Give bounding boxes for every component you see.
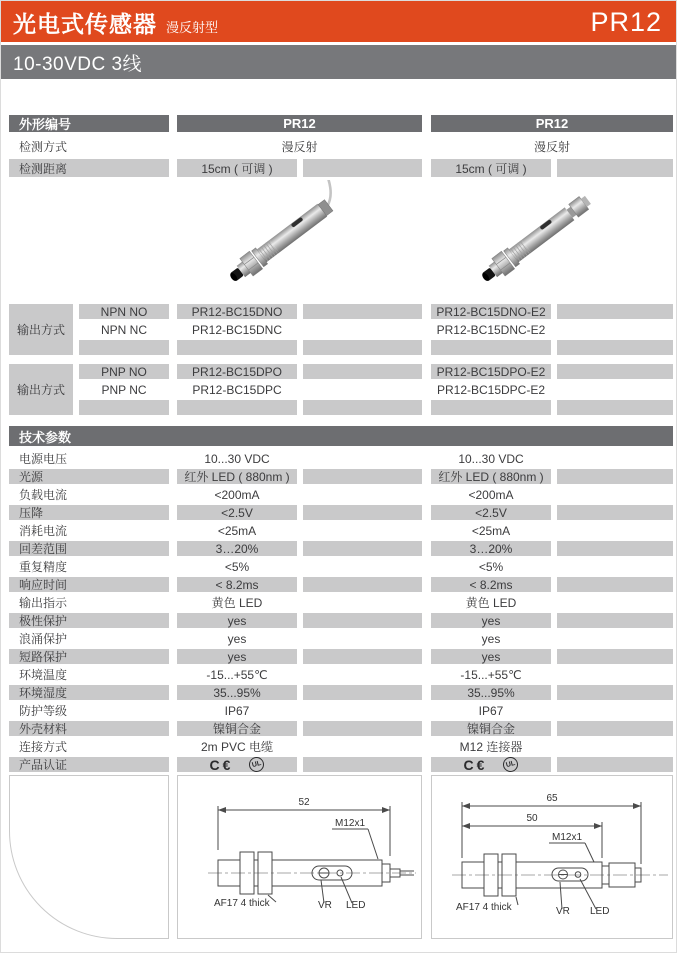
model-number-cell: PR12-BC15DPO (177, 364, 297, 379)
spec-row (9, 469, 676, 484)
spec-value-right: 10...30 VDC (458, 451, 524, 466)
photo-holder-connector (431, 180, 673, 298)
spec-label: 环境湿度 (9, 685, 169, 700)
output-logic-label: NPN NO (79, 304, 169, 319)
spec-value-right: <5% (478, 559, 504, 574)
spec-value-right: M12 连接器 (459, 740, 523, 754)
output-logic-label (79, 400, 169, 415)
top-spec-rows (9, 139, 676, 177)
spec-value-right: 35...95% (431, 685, 551, 700)
drawing-boxes (9, 775, 676, 939)
ul-mark: UL (249, 757, 264, 772)
shape-header-label: 外形编号 (9, 115, 169, 132)
output-rows (79, 364, 673, 415)
spec-value-right: -15...+55℃ (460, 667, 522, 682)
spec-label: 环境温度 (19, 668, 68, 682)
model-number-cell: PR12-BC15DNC (191, 322, 283, 337)
model-number-cell (431, 400, 551, 415)
model-column-header-2: PR12 (431, 115, 673, 132)
spec-value-right: <25mA (471, 523, 511, 538)
output-section (9, 304, 676, 415)
spec-filler (303, 364, 422, 379)
output-logic-label (79, 340, 169, 355)
spec-row (9, 649, 676, 664)
model-number-cell: PR12-BC15DNO-E2 (431, 304, 551, 319)
spec-filler (303, 400, 422, 415)
spec-filler (557, 577, 673, 592)
spec-filler (557, 667, 673, 682)
spec-label: 连接方式 (19, 740, 68, 754)
output-row (79, 340, 673, 355)
drawing-box-cable (177, 775, 422, 939)
spec-value-left: <200mA (214, 487, 260, 502)
spec-value-left: < 8.2ms (177, 577, 297, 592)
spec-filler (557, 685, 673, 700)
voltage-spec-bar: 10-30VDC 3线 (1, 45, 676, 79)
spec-value-right: 3…20% (431, 541, 551, 556)
wrench-flat-label: AF17 4 thick (456, 902, 512, 913)
spec-value-left: 镍铜合金 (177, 721, 297, 736)
spec-filler (303, 451, 422, 466)
tech-params-header: 技术参数 (9, 426, 673, 446)
spec-filler (557, 649, 673, 664)
model-number-cell (431, 340, 551, 355)
spec-filler (557, 703, 673, 718)
spec-filler (303, 667, 422, 682)
spec-filler (303, 613, 422, 628)
table-header-row (9, 115, 676, 132)
spec-value-right (431, 757, 551, 772)
vr-label: VR (318, 900, 332, 911)
output-logic-label: PNP NC (101, 382, 147, 397)
dim-total-length: 65 (546, 793, 558, 804)
spec-filler (557, 364, 673, 379)
spec-value-left: 35...95% (177, 685, 297, 700)
ul-mark: UL (503, 757, 518, 772)
spec-filler (557, 400, 673, 415)
spec-filler (303, 595, 422, 610)
spec-filler (303, 487, 422, 502)
spec-value-left: 漫反射 (281, 140, 318, 154)
dimension-drawing-cable (178, 776, 421, 936)
spec-value-left: <25mA (217, 523, 257, 538)
spec-filler (557, 469, 673, 484)
spec-row (9, 703, 676, 718)
spec-label: 回差范围 (9, 541, 169, 556)
spec-row (9, 505, 676, 520)
thread-spec-label: M12x1 (334, 818, 366, 829)
dim-total-length: 52 (298, 797, 310, 808)
output-rows (79, 304, 673, 355)
spec-label: 外壳材料 (9, 721, 169, 736)
spec-label: 检测方式 (19, 140, 68, 154)
spec-row (9, 757, 676, 772)
spec-filler (303, 559, 422, 574)
spec-row (9, 685, 676, 700)
spec-value-right: yes (481, 631, 501, 646)
header-bar (1, 1, 676, 42)
model-number-cell: PR12-BC15DPC-E2 (436, 382, 546, 397)
spec-filler (303, 631, 422, 646)
spec-row (9, 159, 676, 177)
spec-value-left: IP67 (224, 703, 250, 718)
spec-label: 负载电流 (19, 488, 68, 502)
output-row (79, 304, 673, 319)
output-type-label: 输出方式 (9, 304, 73, 355)
model-number-cell (177, 340, 297, 355)
led-label: LED (346, 900, 366, 911)
spec-filler (557, 382, 673, 397)
spec-filler (303, 159, 422, 177)
spec-row (9, 523, 676, 538)
dim-body-length: 50 (526, 813, 538, 824)
spec-label: 响应时间 (9, 577, 169, 592)
spec-row (9, 559, 676, 574)
spec-value-left: yes (177, 613, 297, 628)
model-number-cell: PR12-BC15DNC-E2 (436, 322, 546, 337)
vr-label: VR (556, 906, 570, 917)
spec-value-left: 10...30 VDC (204, 451, 270, 466)
spec-filler (303, 304, 422, 319)
model-number: PR12 (590, 7, 662, 37)
wrench-flat-label: AF17 4 thick (214, 898, 270, 909)
spec-row (9, 577, 676, 592)
spec-value-left: -15...+55℃ (206, 667, 268, 682)
spec-value-right: < 8.2ms (431, 577, 551, 592)
spec-value-right: 黄色 LED (465, 596, 517, 610)
spec-label: 浪涌保护 (19, 632, 68, 646)
spec-filler (303, 382, 422, 397)
output-type-label: 输出方式 (9, 364, 73, 415)
spec-value-left: 15cm ( 可调 ) (177, 159, 297, 177)
spec-row (9, 487, 676, 502)
spec-filler (557, 487, 673, 502)
output-method-block (9, 304, 676, 355)
spec-filler (557, 739, 673, 754)
spec-value-left: <5% (224, 559, 250, 574)
model-column-header-1: PR12 (177, 115, 422, 132)
spec-row (9, 541, 676, 556)
output-row (79, 382, 673, 397)
tech-rows (9, 451, 676, 772)
spec-filler (303, 721, 422, 736)
spec-value-right: IP67 (478, 703, 504, 718)
spec-label: 输出指示 (19, 596, 68, 610)
spec-filler (557, 721, 673, 736)
spec-filler (303, 703, 422, 718)
spec-value-right: 漫反射 (533, 140, 570, 154)
spec-value-left: 3…20% (177, 541, 297, 556)
spec-value-left: 黄色 LED (211, 596, 263, 610)
spec-filler (557, 613, 673, 628)
spec-filler (303, 505, 422, 520)
spec-value-left: yes (177, 649, 297, 664)
spec-filler (557, 304, 673, 319)
spec-label: 检测距离 (9, 159, 169, 177)
spec-label: 短路保护 (9, 649, 169, 664)
content (1, 115, 676, 939)
spec-filler (303, 757, 422, 772)
spec-label: 产品认证 (9, 757, 169, 772)
dimension-drawing-connector (432, 776, 672, 936)
model-number-cell: PR12-BC15DNO (177, 304, 297, 319)
spec-value-right: <2.5V (431, 505, 551, 520)
sensor-photo-cable-version (205, 180, 355, 298)
model-number-cell (177, 400, 297, 415)
spec-value-right: yes (431, 649, 551, 664)
spec-filler (557, 523, 673, 538)
spec-value-right: yes (431, 613, 551, 628)
output-row (79, 322, 673, 337)
led-label: LED (590, 906, 610, 917)
spec-filler (557, 322, 673, 337)
spec-filler (557, 757, 673, 772)
ce-mark: C€ (209, 756, 234, 773)
output-method-block (9, 364, 676, 415)
spec-value-left: 红外 LED ( 880nm ) (177, 469, 297, 484)
spec-value-right: 镍铜合金 (431, 721, 551, 736)
spec-value-right: <200mA (468, 487, 514, 502)
spec-value-left: <2.5V (177, 505, 297, 520)
page-title: 光电式传感器 (13, 11, 157, 37)
spec-value-left: 2m PVC 电缆 (200, 740, 273, 754)
spec-label: 光源 (9, 469, 169, 484)
model-number-cell: PR12-BC15DPC (192, 382, 282, 397)
spec-filler (557, 451, 673, 466)
spec-filler (303, 322, 422, 337)
photo-holder-cable (177, 180, 422, 298)
spec-filler (557, 631, 673, 646)
ce-mark: C€ (463, 756, 488, 773)
spec-row (9, 721, 676, 736)
spec-filler (303, 340, 422, 355)
spec-filler (303, 739, 422, 754)
spec-label: 消耗电流 (19, 524, 68, 538)
spec-filler (303, 469, 422, 484)
spec-row (9, 667, 676, 682)
output-logic-label: NPN NC (100, 322, 147, 337)
spec-label: 电源电压 (19, 452, 68, 466)
spec-filler (303, 577, 422, 592)
spec-value-left: yes (227, 631, 247, 646)
product-photo-row (9, 177, 676, 301)
spec-value-right: 15cm ( 可调 ) (431, 159, 551, 177)
spec-filler (557, 159, 673, 177)
spec-filler (557, 541, 673, 556)
spec-row (9, 631, 676, 646)
spec-label: 重复精度 (19, 560, 68, 574)
spec-row (9, 451, 676, 466)
spec-row (9, 739, 676, 754)
page-subtitle: 漫反射型 (166, 20, 219, 36)
drawing-box-empty (9, 775, 169, 939)
drawing-box-connector (431, 775, 673, 939)
spec-filler (303, 541, 422, 556)
spec-value-left (177, 757, 297, 772)
output-row (79, 400, 673, 415)
model-number-cell: PR12-BC15DPO-E2 (431, 364, 551, 379)
spec-value-right: 红外 LED ( 880nm ) (431, 469, 551, 484)
spec-filler (557, 340, 673, 355)
spec-filler (557, 595, 673, 610)
spec-filler (557, 559, 673, 574)
spec-label: 极性保护 (9, 613, 169, 628)
spec-label: 防护等级 (19, 704, 68, 718)
spec-filler (303, 523, 422, 538)
spec-row (9, 595, 676, 610)
spec-filler (303, 685, 422, 700)
spec-filler (303, 649, 422, 664)
spec-row (9, 139, 676, 154)
output-logic-label: PNP NO (79, 364, 169, 379)
output-row (79, 364, 673, 379)
spec-row (9, 613, 676, 628)
spec-filler (557, 505, 673, 520)
thread-spec-label: M12x1 (551, 832, 583, 843)
sensor-photo-connector-version (457, 180, 607, 298)
spec-label: 压降 (9, 505, 169, 520)
